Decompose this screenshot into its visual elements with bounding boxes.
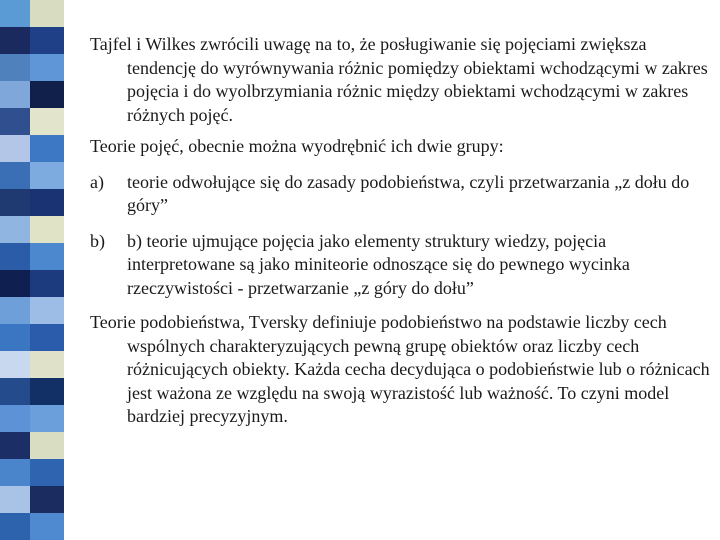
stripe-column-right <box>30 0 64 540</box>
stripe-right-block <box>30 54 64 81</box>
stripe-left-block <box>0 0 30 27</box>
stripe-left-block <box>0 351 30 378</box>
stripe-right-block <box>30 108 64 135</box>
list-marker-a: a) <box>90 171 104 192</box>
stripe-right-block <box>30 135 64 162</box>
paragraph-teorie-pojec: Teorie pojęć, obecnie można wyodrębnić ich dwie grupy: <box>90 136 504 156</box>
stripe-left-block <box>0 378 30 405</box>
stripe-right-block <box>30 27 64 54</box>
stripe-left-block <box>0 270 30 297</box>
stripe-right-block <box>30 324 64 351</box>
stripe-left-block <box>0 513 30 540</box>
stripe-right-block <box>30 378 64 405</box>
stripe-left-block <box>0 27 30 54</box>
stripe-left-block <box>0 135 30 162</box>
stripe-left-block <box>0 108 30 135</box>
stripe-left-block <box>0 54 30 81</box>
stripe-right-block <box>30 270 64 297</box>
stripe-left-block <box>0 459 30 486</box>
stripe-left-block <box>0 189 30 216</box>
stripe-left-block <box>0 81 30 108</box>
stripe-right-block <box>30 162 64 189</box>
stripe-right-block <box>30 513 64 540</box>
stripe-column-left <box>0 0 30 540</box>
list-item-a-text: teorie odwołujące się do zasady podobieństwa, czyli przetwarzania „z dołu do góry” <box>127 171 690 215</box>
stripe-left-block <box>0 216 30 243</box>
stripe-right-block <box>30 189 64 216</box>
stripe-right-block <box>30 432 64 459</box>
stripe-left-block <box>0 162 30 189</box>
stripe-left-block <box>0 324 30 351</box>
decorative-stripe <box>0 0 64 540</box>
stripe-right-block <box>30 0 64 27</box>
list-item-a <box>90 171 715 218</box>
paragraph-tajfel-wilkes: Tajfel i Wilkes zwrócili uwagę na to, że posługiwanie się pojęciami zwiększa tendencję do wyrównywania różnic pomiędzy obiektami wchodzącymi w zakres pojęcia i do wyolbrzymiania różnic między obiektami wchodzącymi w zakres różnych pojęć. <box>90 34 708 125</box>
stripe-left-block <box>0 297 30 324</box>
stripe-right-block <box>30 297 64 324</box>
stripe-right-block <box>30 216 64 243</box>
stripe-left-block <box>0 432 30 459</box>
stripe-right-block <box>30 405 64 432</box>
list-item-b <box>90 230 715 301</box>
stripe-right-block <box>30 486 64 513</box>
paragraph-teorie-podobienstwa: Teorie podobieństwa, Tversky definiuje podobieństwo na podstawie liczby cech wspólnych charakteryzujących pewną grupę obiektów oraz liczby cech różnicujących obiekty. Każda cecha decydująca o podobieństwie lub o różnicach jest ważona ze względu na swoją wyrazistość lub ważność. To czyni model bardziej precyzyjnym. <box>90 312 710 426</box>
list-item-b-text: b) teorie ujmujące pojęcia jako elementy struktury wiedzy, pojęcia interpretowane są jako miniteorie odnoszące się do pewnego wycinka rzeczywistości - przetwarzanie „z góry do dołu” <box>127 230 630 298</box>
stripe-right-block <box>30 459 64 486</box>
stripe-right-block <box>30 351 64 378</box>
list-marker-b: b) <box>90 230 105 251</box>
stripe-left-block <box>0 486 30 513</box>
slide-content <box>90 33 715 429</box>
stripe-right-block <box>30 243 64 270</box>
stripe-left-block <box>0 243 30 270</box>
stripe-left-block <box>0 405 30 432</box>
stripe-right-block <box>30 81 64 108</box>
